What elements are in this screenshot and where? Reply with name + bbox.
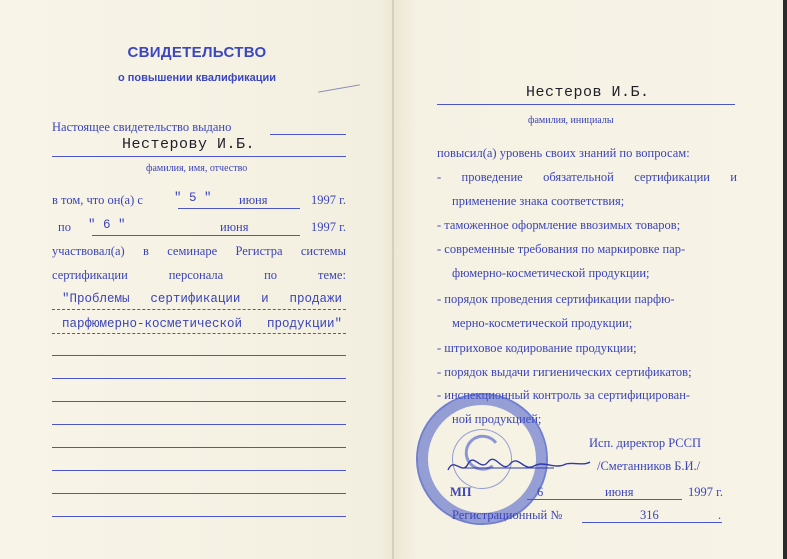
topic-item: ной продукцией; [452,412,542,426]
holder-name: Нестеров И.Б. [526,84,650,101]
sign-date-line [527,499,682,500]
to-date-line [92,235,300,236]
director-signature [444,450,594,480]
blank-line [52,424,346,425]
blank-line [52,401,346,402]
topic-item: применение знака соответствия; [452,194,625,208]
issued-to-label: Настоящее свидетельство выдано [52,120,232,134]
blank-line [52,378,346,379]
participation-line-2 [52,268,346,283]
topic-item: - проведение обязательной сертификации и [437,170,737,184]
recipient-name: Нестерову И.Б. [122,136,256,153]
topic-item: - современные требования по маркировке пар- [437,242,686,256]
certificate-subtitle: о повышении квалификации [117,72,277,84]
to-year: 1997 г. [311,220,346,234]
blank-line [52,516,346,517]
topic-item: мерно-косметической продукции; [452,316,633,330]
page-fold [392,0,394,559]
from-month: июня [239,193,268,207]
blank-line [52,493,346,494]
participation-word: по [264,268,278,282]
mp-label: МП [450,485,472,499]
to-day: " 6 " [88,218,126,232]
director-name: /Сметанников Б.И./ [597,459,701,473]
to-month: июня [220,220,249,234]
sign-day: 6 [537,485,544,499]
from-date-line [178,208,300,209]
sign-year: 1997 г. [688,485,723,499]
sign-month: июня [605,485,634,499]
participation-word: персонала [168,268,224,282]
topic-item: - порядок выдачи гигиенических сертификатов; [437,365,692,379]
topic-item: фюмерно-косметической продукции; [452,266,650,280]
issued-to-line [270,134,346,135]
director-title: Исп. директор РССП [589,436,701,450]
blank-line [52,355,346,356]
from-prefix: в том, что он(а) с [52,193,143,207]
participation-word: сертификации [52,268,128,282]
topic-item: - штриховое кодирование продукции; [437,341,637,355]
participation-word: теме: [318,268,346,282]
participation-line-1: участвовал(а) в семинаре Регистра системы [52,244,346,258]
topic-item: - инспекционный контроль за сертифицирован- [437,388,691,402]
topic-line-2: парфюмерно-косметической продукции" [62,317,342,331]
from-day: " 5 " [174,191,212,205]
holder-name-caption: фамилия, инициалы [528,115,614,126]
certificate-title: СВИДЕТЕЛЬСТВО [127,44,267,61]
scan-edge [783,0,787,559]
registration-number: 316 [640,508,659,522]
topic-line-2-rule [52,333,346,334]
topics-intro: повысил(а) уровень своих знаний по вопросам: [437,146,690,160]
blank-line [52,447,346,448]
registration-line [582,522,722,523]
topic-item: - таможенное оформление ввозимых товаров; [437,218,681,232]
from-year: 1997 г. [311,193,346,207]
to-prefix: по [58,220,71,234]
registration-end: . [718,508,722,522]
topic-line-1-rule [52,309,346,310]
holder-name-line [437,104,735,105]
blank-line [52,470,346,471]
topic-line-1: "Проблемы сертификации и продажи [62,292,342,306]
topic-item: - порядок проведения сертификации парфю- [437,292,675,306]
recipient-caption: фамилия, имя, отчество [146,163,248,174]
recipient-line [52,156,346,157]
registration-label: Регистрационный № [452,508,563,522]
